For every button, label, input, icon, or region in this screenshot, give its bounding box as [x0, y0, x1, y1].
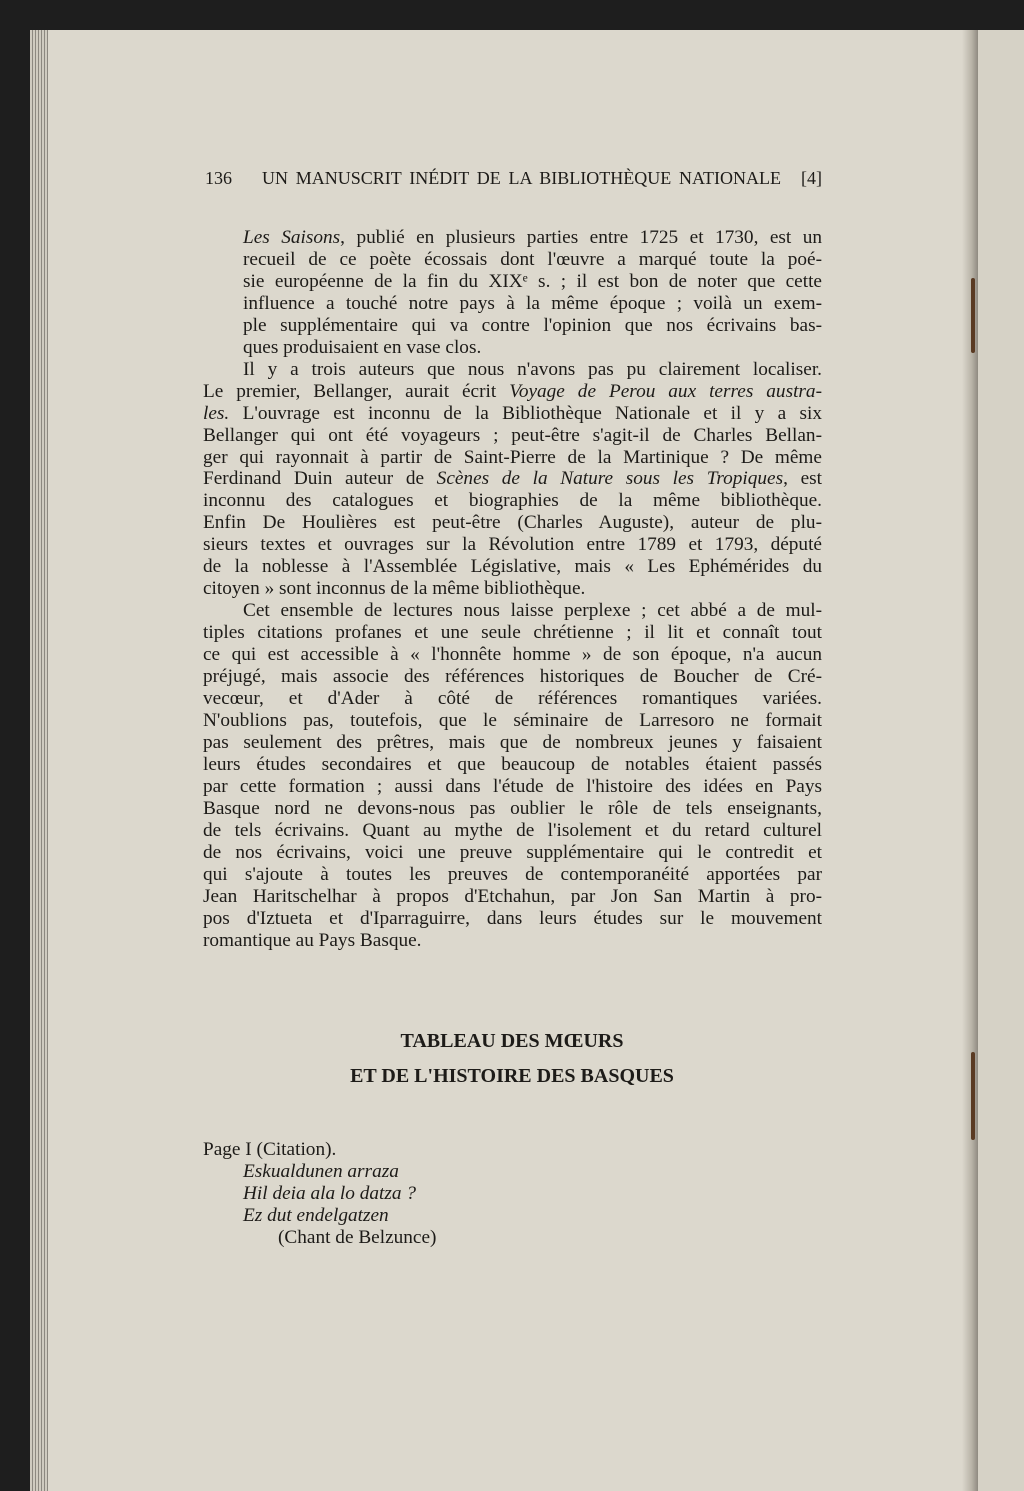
text-line	[203, 732, 822, 754]
text-segment: sieurs textes et ouvrages sur la Révolution entre 1789 et 1793, député	[203, 534, 822, 556]
facing-page	[978, 30, 1024, 1491]
text-segment: tiples citations profanes et une seule chrétienne ; il lit et connaît tout	[203, 622, 822, 644]
page-number: 136	[205, 168, 232, 188]
text-segment: inconnu des catalogues et biographies de la même bibliothèque.	[203, 490, 822, 512]
text-line	[203, 359, 822, 381]
text-line	[203, 227, 822, 249]
text-segment: vecœur, et d'Ader à côté de références romantiques variées.	[203, 688, 822, 710]
text-segment: qui s'ajoute à toutes les preuves de contemporanéité apportées par	[203, 863, 822, 885]
book-gutter	[962, 30, 978, 1491]
text-segment: Il y a trois auteurs que nous n'avons pas pu clairement localiser.	[243, 358, 822, 380]
text-segment: Jean Haritschelhar à propos d'Etchahun, par Jon San Martin à pro-	[203, 885, 822, 907]
text-line	[203, 644, 822, 666]
section-number: [4]	[801, 168, 822, 188]
text-segment: recueil de ce poète écossais dont l'œuvre a marqué toute la poé-	[243, 248, 822, 270]
text-line	[203, 249, 822, 271]
text-segment: de tels écrivains. Quant au mythe de l'isolement et du retard culturel	[203, 819, 822, 841]
text-line	[203, 776, 822, 798]
text-line	[203, 710, 822, 732]
running-title: UN MANUSCRIT INÉDIT DE LA BIBLIOTHÈQUE NATIONALE	[262, 168, 781, 188]
poem-line: Eskualdunen arraza	[243, 1161, 399, 1182]
italic-title: Les Saisons	[243, 227, 341, 248]
text-line	[203, 556, 822, 578]
text-line	[203, 622, 822, 644]
text-segment: , est	[783, 468, 822, 490]
text-segment: sie européenne de la fin du XIXᵉ s. ; il est bon de noter que cette	[243, 270, 822, 292]
text-line	[203, 271, 822, 293]
text-segment: ger qui rayonnait à partir de Saint-Pierre de la Martinique ? De même	[203, 446, 822, 468]
text-segment: citoyen » sont inconnus de la même bibliothèque.	[203, 578, 586, 600]
text-segment: ques produisaient en vase clos.	[243, 336, 482, 358]
text-segment: Le premier, Bellanger, aurait écrit	[203, 380, 510, 402]
text-line	[203, 447, 822, 469]
text-line	[203, 820, 822, 842]
poem-line: Ez dut endelgatzen	[243, 1204, 389, 1226]
poem-line: Hil deia ala lo datza ?	[243, 1182, 416, 1204]
text-line	[203, 403, 822, 425]
text-segment: N'oublions pas, toutefois, que le séminaire de Larresoro ne formait	[203, 709, 822, 731]
text-line	[203, 864, 822, 886]
paragraph	[203, 227, 822, 359]
text-line	[203, 908, 822, 930]
text-segment: de la noblesse à l'Assemblée Législative, mais « Les Ephémérides du	[203, 556, 822, 578]
italic-title: Voyage de Perou aux terres austra-	[509, 380, 822, 402]
citation-poem	[243, 1161, 416, 1227]
text-line	[203, 512, 822, 534]
text-segment: Cet ensemble de lectures nous laisse perplexe ; cet abbé a de mul-	[243, 600, 822, 622]
text-segment: ple supplémentaire qui va contre l'opinion que nos écrivains bas-	[243, 314, 822, 336]
text-line	[203, 293, 822, 315]
text-line	[203, 490, 822, 512]
binding-thread	[971, 278, 975, 353]
citation-source: (Chant de Belzunce)	[278, 1227, 437, 1248]
section-heading-line-1: TABLEAU DES MŒURS	[400, 1030, 624, 1052]
text-line	[203, 886, 822, 908]
text-segment: leurs études secondaires et que beaucoup de notables étaient passés	[203, 753, 822, 775]
paragraph	[203, 600, 822, 951]
text-line	[203, 425, 822, 447]
body-text	[203, 227, 822, 951]
text-segment: de nos écrivains, voici une preuve supplémentaire qui le contredit et	[203, 841, 822, 863]
text-line	[203, 842, 822, 864]
text-segment: Ferdinand Duin auteur de	[203, 468, 437, 490]
text-line	[203, 381, 822, 403]
text-segment: ce qui est accessible à « l'honnête homme » de son époque, n'a aucun	[203, 644, 822, 666]
text-segment: influence a touché notre pays à la même époque ; voilà un exem-	[243, 292, 822, 314]
text-segment: Bellanger qui ont été voyageurs ; peut-être s'agit-il de Charles Bellan-	[203, 424, 822, 446]
citation-label: Page I (Citation).	[203, 1139, 337, 1160]
text-segment: Basque nord ne devons-nous pas oublier le rôle de tels enseignants,	[203, 797, 822, 819]
text-line	[203, 600, 822, 622]
text-line	[203, 930, 822, 952]
text-segment: pas seulement des prêtres, mais que de nombreux jeunes y faisaient	[203, 731, 822, 753]
text-line	[203, 315, 822, 337]
text-line	[203, 688, 822, 710]
section-heading-line-2: ET DE L'HISTOIRE DES BASQUES	[350, 1065, 674, 1087]
italic-title: Scènes de la Nature sous les Tropiques	[436, 468, 784, 490]
text-segment: L'ouvrage est inconnu de la Bibliothèque Nationale et il y a six	[229, 402, 822, 424]
text-line	[203, 468, 822, 490]
text-segment: pos d'Iztueta et d'Iparraguirre, dans leurs études sur le mouvement	[203, 907, 822, 929]
paragraph	[203, 359, 822, 600]
page-edges	[30, 30, 50, 1491]
text-segment: préjugé, mais associe des références historiques de Boucher de Cré-	[203, 666, 822, 688]
text-segment: Enfin De Houlières est peut-être (Charles Auguste), auteur de plu-	[203, 512, 822, 534]
text-segment: par cette formation ; aussi dans l'étude de l'histoire des idées en Pays	[203, 775, 822, 797]
running-header	[205, 168, 822, 189]
text-line	[203, 578, 822, 600]
text-segment: romantique au Pays Basque.	[203, 929, 422, 951]
text-line	[203, 534, 822, 556]
italic-title: les.	[203, 402, 230, 424]
text-line	[203, 754, 822, 776]
text-line	[203, 666, 822, 688]
text-line	[203, 337, 822, 359]
text-line	[203, 798, 822, 820]
text-segment: , publié en plusieurs parties entre 1725 et 1730, est un	[340, 227, 822, 248]
